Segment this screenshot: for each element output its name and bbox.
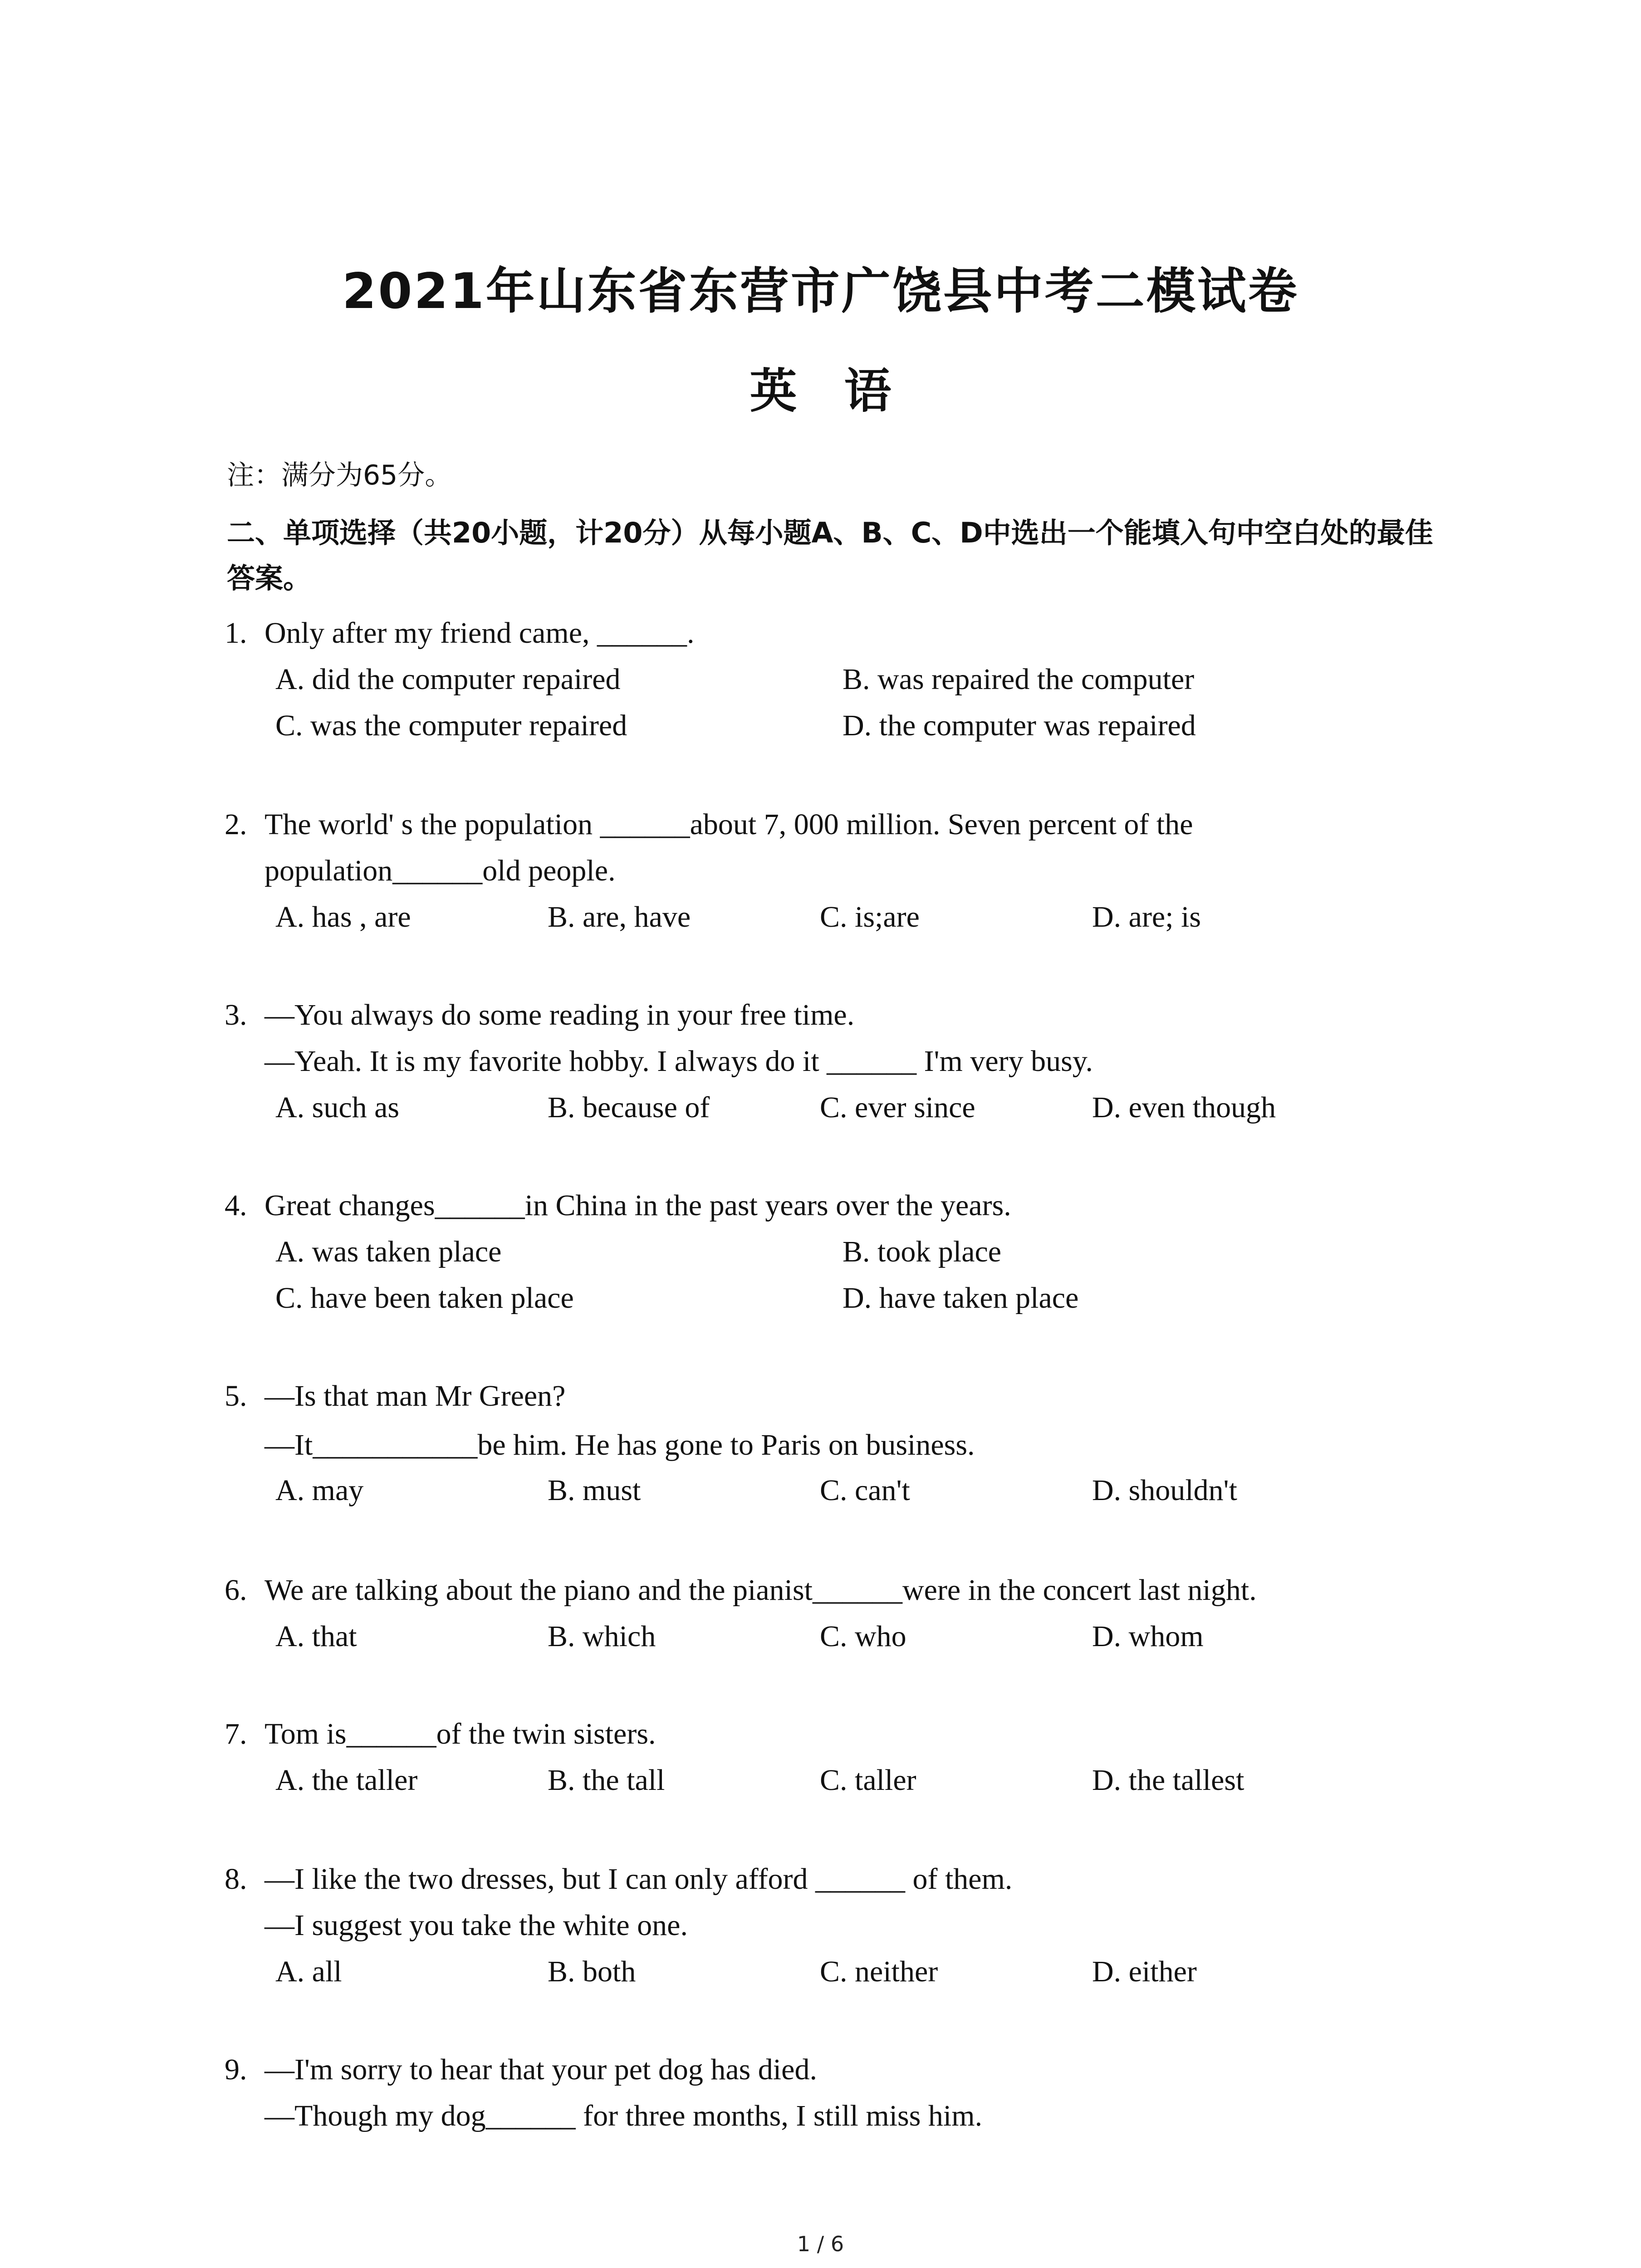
question-stem-cont: —Though my dog______ for three months, I still miss him. (265, 2099, 983, 2132)
question-2 (225, 802, 1450, 940)
option-d[interactable]: D. even though (1092, 1091, 1276, 1124)
option-c[interactable]: C. neither (820, 1955, 938, 1988)
option-d[interactable]: D. either (1092, 1955, 1197, 1988)
score-note: 注：满分为65分。 (227, 459, 452, 491)
option-d[interactable]: D. the computer was repaired (843, 709, 1196, 742)
option-a[interactable]: A. may (275, 1474, 364, 1507)
question-3 (225, 992, 1450, 1131)
question-stem-cont: —Yeah. It is my favorite hobby. I always do it ______ I'm very busy. (265, 1045, 1093, 1078)
option-c[interactable]: C. who (820, 1620, 906, 1653)
subject-char: 英 (749, 363, 797, 419)
question-stem: The world' s the population ______about 7, 000 million. Seven percent of the (265, 808, 1193, 841)
question-number: 9. (225, 2053, 247, 2086)
page-number: 1 / 6 (797, 2232, 844, 2256)
option-a[interactable]: A. all (275, 1955, 342, 1988)
option-c[interactable]: C. taller (820, 1764, 916, 1797)
question-stem: —I'm sorry to hear that your pet dog has died. (265, 2053, 817, 2086)
option-b[interactable]: B. both (548, 1955, 636, 1988)
question-4 (225, 1183, 1450, 1321)
subject-title (0, 353, 1641, 421)
option-c[interactable]: C. can't (820, 1474, 910, 1507)
option-d[interactable]: D. have taken place (843, 1281, 1079, 1315)
question-stem: Tom is______of the twin sisters. (265, 1717, 656, 1750)
option-b[interactable]: B. are, have (548, 900, 691, 934)
option-d[interactable]: D. whom (1092, 1620, 1204, 1653)
option-d[interactable]: D. the tallest (1092, 1764, 1244, 1797)
option-c[interactable]: C. have been taken place (275, 1281, 574, 1315)
question-7 (225, 1711, 1450, 1804)
option-b[interactable]: B. which (548, 1620, 656, 1653)
question-1 (225, 610, 1450, 749)
option-b[interactable]: B. was repaired the computer (843, 663, 1195, 696)
question-number: 2. (225, 808, 247, 841)
option-a[interactable]: A. did the computer repaired (275, 663, 621, 696)
option-b[interactable]: B. took place (843, 1235, 1002, 1268)
question-9 (225, 2047, 1450, 2139)
option-b[interactable]: B. the tall (548, 1764, 665, 1797)
question-number: 5. (225, 1379, 247, 1413)
option-a[interactable]: A. that (275, 1620, 357, 1653)
question-stem: —You always do some reading in your free time. (265, 998, 855, 1031)
question-number: 4. (225, 1189, 247, 1222)
exam-title: 2021年山东省东营市广饶县中考二模试卷 (342, 263, 1299, 320)
question-number: 8. (225, 1862, 247, 1896)
option-d[interactable]: D. are; is (1092, 900, 1201, 934)
option-a[interactable]: A. the taller (275, 1764, 418, 1797)
option-a[interactable]: A. has , are (275, 900, 411, 934)
question-stem: Great changes______in China in the past years over the years. (265, 1189, 1011, 1222)
option-b[interactable]: B. must (548, 1474, 641, 1507)
question-number: 1. (225, 616, 247, 650)
question-stem-cont: —It___________be him. He has gone to Paris on business. (265, 1428, 975, 1461)
option-c[interactable]: C. was the computer repaired (275, 709, 627, 742)
option-b[interactable]: B. because of (548, 1091, 710, 1124)
option-a[interactable]: A. such as (275, 1091, 400, 1124)
question-stem-cont: population______old people. (265, 854, 616, 887)
option-c[interactable]: C. ever since (820, 1091, 975, 1124)
question-number: 3. (225, 998, 247, 1031)
question-stem: Only after my friend came, ______. (265, 616, 695, 650)
question-8 (225, 1856, 1450, 1995)
option-a[interactable]: A. was taken place (275, 1235, 502, 1268)
question-stem: —Is that man Mr Green? (265, 1379, 566, 1413)
option-c[interactable]: C. is;are (820, 900, 920, 934)
question-5 (225, 1373, 1450, 1514)
section-heading: 二、单项选择（共20小题，计20分）从每小题A、B、C、D中选出一个能填入句中空白处的最佳答案。 (227, 516, 1433, 595)
question-number: 6. (225, 1574, 247, 1607)
question-number: 7. (225, 1717, 247, 1750)
question-stem-cont: —I suggest you take the white one. (265, 1909, 688, 1942)
question-stem: —I like the two dresses, but I can only afford ______ of them. (265, 1862, 1013, 1896)
subject-char: 语 (844, 363, 892, 419)
question-6 (225, 1567, 1450, 1660)
question-stem: We are talking about the piano and the pianist______were in the concert last night. (265, 1574, 1257, 1607)
option-d[interactable]: D. shouldn't (1092, 1474, 1237, 1507)
